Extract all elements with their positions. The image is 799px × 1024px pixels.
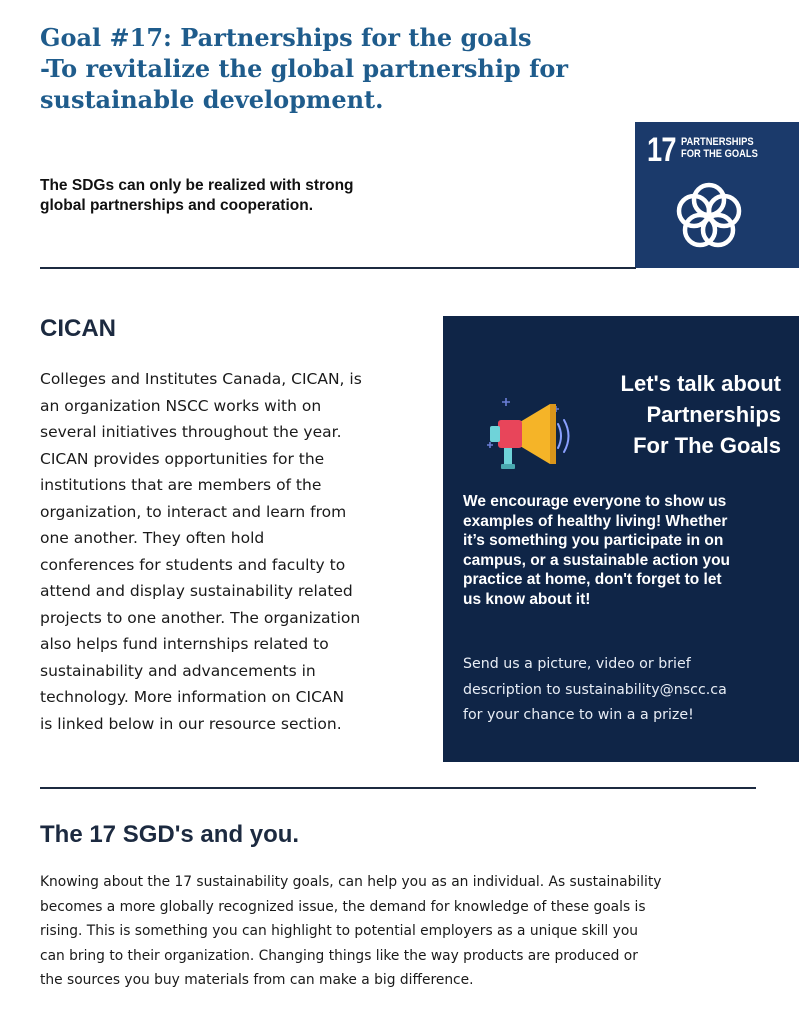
cican-line: conferences for students and faculty to (40, 555, 346, 574)
divider (40, 267, 636, 269)
cican-line: several initiatives throughout the year. (40, 423, 342, 441)
cican-line: is linked below in our resource section. (40, 714, 342, 733)
callout-bold-line: campus, or a sustainable action you (463, 551, 731, 569)
callout-plain-line: for your chance to win a a prize! (463, 707, 694, 723)
cican-body (40, 366, 430, 737)
cican-line: organization, to interact and learn from (40, 502, 347, 521)
sgd-line: Knowing about the 17 sustainability goals, can help you as an individual. As sustainability (40, 874, 662, 890)
callout-bold-line: examples of healthy living! Whether (463, 512, 728, 530)
callout-heading (551, 368, 781, 461)
sgd-line: can bring to their organization. Changing things like the way products are produced or (40, 947, 638, 964)
cican-line: one another. They often hold (40, 529, 265, 547)
cican-heading: CICAN (40, 315, 116, 342)
cican-line: CICAN provides opportunities for the (40, 449, 325, 468)
sgd-line: becomes a more globally recognized issue, the demand for knowledge of these goals is (40, 898, 646, 915)
title-line: -To revitalize the global partnership for (40, 54, 569, 83)
callout-plain-line: description to sustainability@nscc.ca (463, 681, 727, 698)
cican-line: sustainability and advancements in (40, 661, 316, 680)
cican-line: projects to one another. The organization (40, 608, 361, 627)
intro-text (40, 176, 440, 216)
partnerships-callout-panel (443, 316, 799, 762)
sgd-line: the sources you buy materials from can make a big difference. (40, 972, 474, 988)
cican-line: also helps fund internships related to (40, 635, 329, 653)
callout-bold-line: it’s something you participate in on (463, 532, 724, 549)
callout-bold-line: We encourage everyone to show us (463, 493, 727, 510)
sgd-body (40, 870, 780, 993)
callout-heading-line: Partnerships (646, 402, 781, 427)
five-rings-flower-icon (671, 178, 747, 254)
sdg-label (681, 136, 775, 160)
page-title (40, 22, 620, 115)
sdg-17-tile (635, 122, 799, 268)
title-line: sustainable development. (40, 85, 384, 114)
intro-line: global partnerships and cooperation. (40, 197, 314, 214)
sgd-heading: The 17 SGD's and you. (40, 821, 300, 848)
callout-plain-text (463, 652, 793, 729)
cican-line: Colleges and Institutes Canada, CICAN, is (40, 370, 362, 388)
cican-line: an organization NSCC works with on (40, 396, 322, 415)
callout-heading-line: Let's talk about (620, 371, 781, 396)
sdg-number: 17 (647, 131, 676, 169)
intro-line: The SDGs can only be realized with strong (40, 177, 354, 194)
callout-plain-line: Send us a picture, video or brief (463, 656, 691, 672)
sgd-line: rising. This is something you can highlight to potential employers as a unique skill you (40, 923, 639, 939)
cican-line: technology. More information on CICAN (40, 688, 345, 706)
divider (40, 787, 756, 789)
callout-bold-text (463, 492, 793, 609)
callout-bold-line: us know about it! (463, 590, 591, 608)
sdg-label-line: FOR THE GOALS (681, 148, 758, 160)
title-line: Goal #17: Partnerships for the goals (40, 23, 532, 52)
callout-heading-line: For The Goals (633, 433, 781, 458)
callout-bold-line: practice at home, don't forget to let (463, 571, 722, 588)
sdg-label-line: PARTNERSHIPS (681, 136, 754, 148)
cican-line: attend and display sustainability related (40, 582, 353, 600)
cican-line: institutions that are members of the (40, 476, 322, 494)
